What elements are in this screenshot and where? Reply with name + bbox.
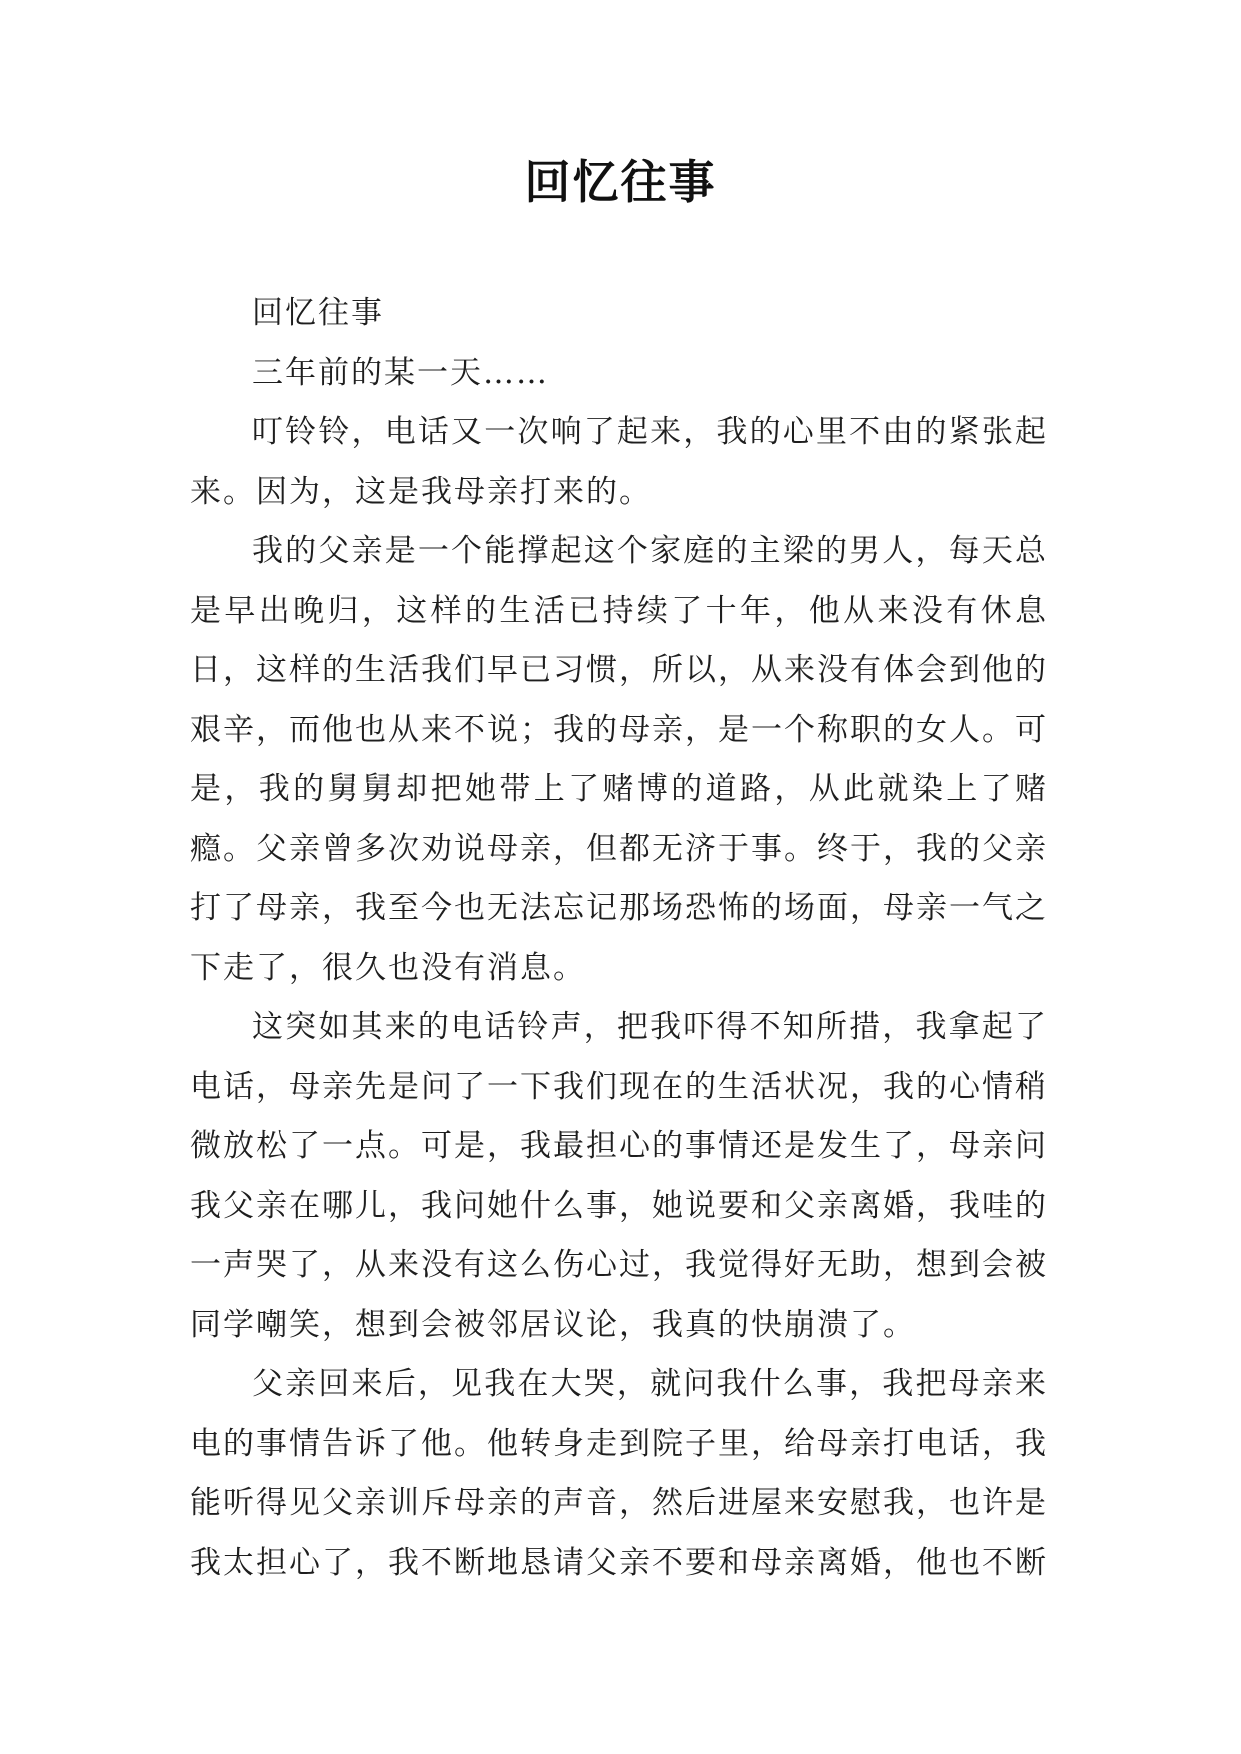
paragraph-family-background: 我的父亲是一个能撑起这个家庭的主梁的男人，每天总是早出晚归，这样的生活已持续了十年，他从来没有休息日，这样的生活我们早已习惯，所以，从来没有体会到他的艰辛，而他也从来不说；我的母亲，是一个称职的女人。可是，我的舅舅却把她带上了赌博的道路，从此就染上了赌瘾。父亲曾多次劝说母亲，但都无济于事。终于，我的父亲打了母亲，我至今也无法忘记那场恐怖的场面，母亲一气之下走了，很久也没有消息。 xyxy=(190,533,1048,986)
paragraph-phone-ring: 叮铃铃，电话又一次响了起来，我的心里不由的紧张起来。因为，这是我母亲打来的。 xyxy=(190,414,1048,510)
document-title: 回忆往事 xyxy=(524,155,717,209)
document-body xyxy=(190,284,1048,1593)
paragraph-phone-call: 这突如其来的电话铃声，把我吓得不知所措，我拿起了电话，母亲先是问了一下我们现在的生活状况，我的心情稍微放松了一点。可是，我最担心的事情还是发生了，母亲问我父亲在哪儿，我问她什么事，她说要和父亲离婚，我哇的一声哭了，从来没有这么伤心过，我觉得好无助，想到会被同学嘲笑，想到会被邻居议论，我真的快崩溃了。 xyxy=(190,1009,1048,1343)
paragraph-intro: 三年前的某一天…… xyxy=(252,354,549,391)
paragraph-father-returns: 父亲回来后，见我在大哭，就问我什么事，我把母亲来电的事情告诉了他。他转身走到院子里，给母亲打电话，我能听得见父亲训斥母亲的声音，然后进屋来安慰我，也许是我太担心了，我不断地恳请父亲不要和母亲离婚，他也不断 xyxy=(190,1366,1048,1581)
paragraph-heading: 回忆往事 xyxy=(252,295,384,331)
